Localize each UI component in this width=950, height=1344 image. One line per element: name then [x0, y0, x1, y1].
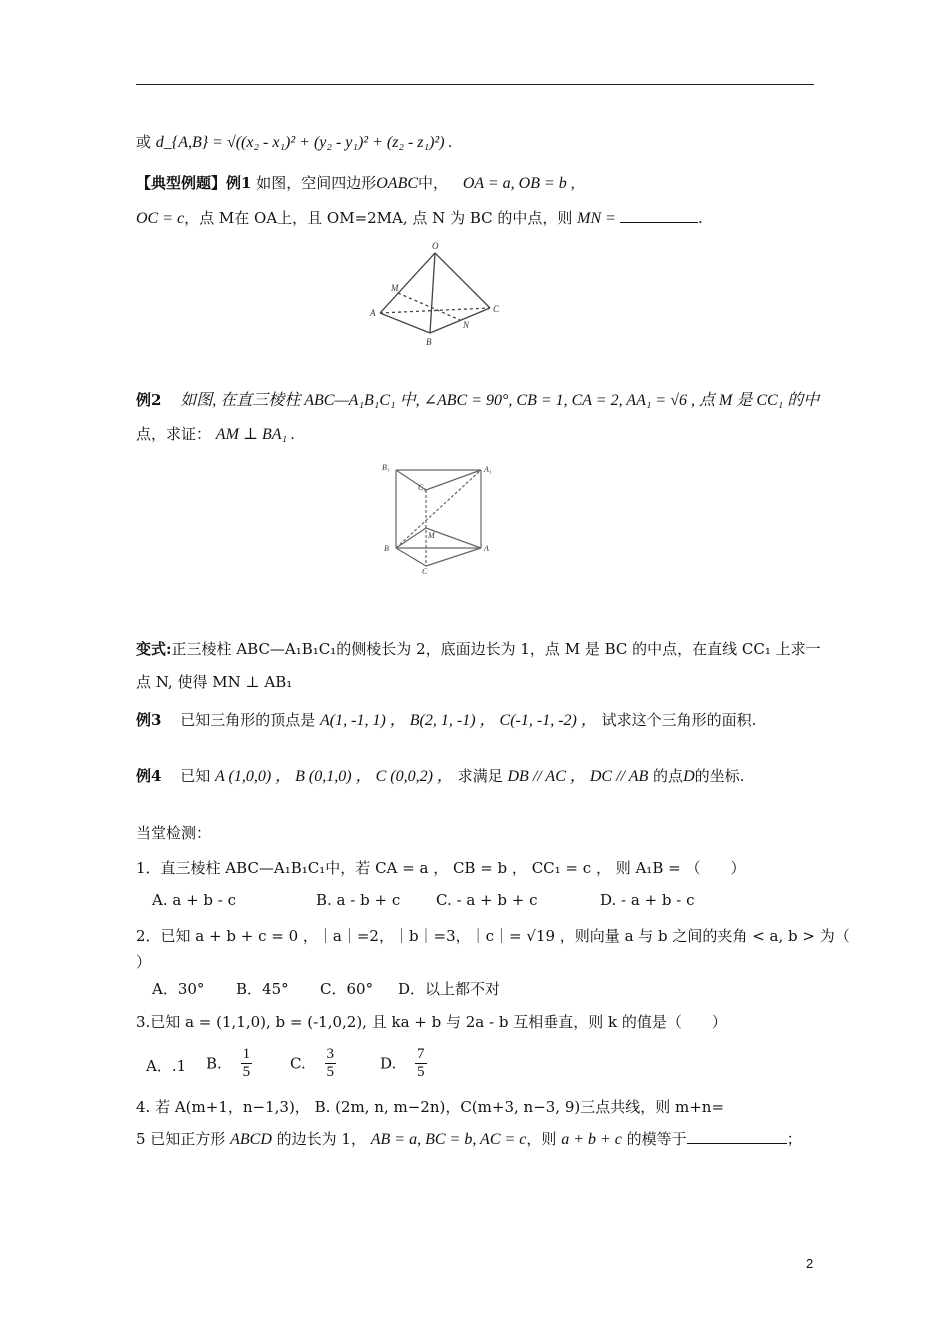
label-C: C [493, 304, 500, 314]
question-3: 3.已知 a = (1,1,0), b = (-1,0,2), 且 ka + b 与 2a - b 互相垂直，则 k 的值是（ ） [136, 1013, 727, 1031]
q2-option-d[interactable]: D．以上都不对 [398, 980, 501, 998]
edge-OB [430, 253, 435, 333]
page-number: 2 [806, 1256, 814, 1271]
fraction-1-5: $\frac{1}{5}$ [242, 1046, 251, 1080]
example1-line1: 【典型例题】例1 如图，空间四边形OABC中， OA = a, OB = b , [136, 174, 575, 192]
edge-AC [380, 308, 490, 313]
distance-formula: d_{A,B} = √((x₂ - x₁)² + (y₂ - y₁)² + (z₂ - z₁)²) . [155, 134, 453, 151]
edge-BC [430, 308, 490, 333]
header-rule [136, 84, 814, 85]
label-B1: B₁ [382, 463, 390, 472]
edge-OA [380, 253, 435, 313]
q1-option-a[interactable]: A. a + b - c [152, 891, 237, 909]
label-A: A [484, 544, 489, 553]
example3-label: 例3 [136, 711, 162, 729]
example1-label: 例1 [226, 174, 252, 192]
edge-AB [380, 313, 430, 333]
example3-line: 例3 已知三角形的顶点是 A(1, -1, 1) ， B(2, 1, -1) ， C(-1, -1, -2) ， 试求这个三角形的面积. [136, 711, 757, 729]
q3-option-d[interactable]: D. $\frac{7}{5}$ [380, 1046, 425, 1080]
question-1: 1．直三棱柱 ABC—A₁B₁C₁中，若 CA = a ， CB = b ， CC₁ = c ， 则 A₁B = （ ） [136, 859, 746, 877]
question-5: 5 已知正方形 ABCD 的边长为 1， AB = a, BC = b, AC = c，则 a + b + c 的模等于 ； [136, 1130, 802, 1148]
label-B: B [384, 544, 389, 553]
q2-option-a[interactable]: A．30° [152, 980, 205, 998]
example2-line2: 点，求证： AM ⊥ BA₁ . [136, 425, 296, 443]
q1-option-b[interactable]: B. a - b + c [316, 891, 401, 909]
segment-MN [398, 293, 460, 320]
example4-label: 例4 [136, 767, 162, 785]
example2-label: 例2 [136, 391, 162, 409]
example1-line2: OC = c，点 M在 OA上，且 OM=2MA, 点 N 为 BC 的中点，则 MN = . [136, 209, 703, 227]
q1-option-d[interactable]: D. - a + b - c [600, 891, 695, 909]
distance-formula-line: 或 d_{A,B} = √((x₂ - x₁)² + (y₂ - y₁)² + (z₂ - z₁)²) . [136, 133, 453, 151]
tetrahedron-figure [350, 238, 510, 350]
label-A: A [370, 308, 376, 318]
label-M: M [391, 283, 399, 293]
variant-label: 变式: [136, 640, 172, 658]
label-M: M [428, 531, 435, 540]
label-A1: A₁ [484, 465, 492, 474]
example4-line: 例4 已知 A (1,0,0) ， B (0,1,0) ， C (0,0,2) ， 求满足 DB // AC ， DC // AB 的点D的坐标. [136, 767, 745, 785]
example2-line1: 例2 如图, 在直三棱柱 ABC—A₁B₁C₁ 中, ∠ABC = 90°, CB = 1, CA = 2, AA₁ = √6 , 点 M 是 CC₁ 的中 [136, 391, 820, 409]
check-title: 当堂检测： [136, 824, 212, 842]
q3-option-a[interactable]: A．.1 [146, 1057, 187, 1075]
question-2-line2: ） [136, 953, 152, 971]
label-C: C [422, 567, 428, 575]
fraction-7-5: $\frac{7}{5}$ [417, 1046, 425, 1080]
label-C1: C₁ [418, 483, 427, 492]
q2-option-b[interactable]: B．45° [236, 980, 289, 998]
section-header: 【典型例题】 [136, 174, 227, 192]
answer-blank-5[interactable] [687, 1129, 787, 1144]
edge-OC [435, 253, 490, 308]
label-N: N [463, 320, 470, 330]
answer-blank[interactable] [620, 208, 698, 223]
variant-line1: 变式:正三棱柱 ABC—A₁B₁C₁的侧棱长为 2，底面边长为 1，点 M 是 BC 的中点，在直线 CC₁ 上求一 [136, 640, 821, 658]
label-O: O [432, 241, 439, 251]
q2-option-c[interactable]: C．60° [320, 980, 374, 998]
q1-option-c[interactable]: C. - a + b + c [436, 891, 538, 909]
q3-option-b[interactable]: B. $\frac{1}{5}$ [206, 1046, 251, 1080]
label-B: B [426, 337, 432, 347]
q3-option-c[interactable]: C. $\frac{3}{5}$ [290, 1046, 334, 1080]
question-4: 4. 若 A(m+1，n−1,3)， B. (2m, n, m−2n)，C(m+3, n−3, 9)三点共线，则 m+n= [136, 1098, 725, 1116]
question-2-line1: 2．已知 a + b + c = 0 ，｜a｜=2，｜b｜=3，｜c｜= √19 ，则向量 a 与 b 之间的夹角 < a, b > 为（ [136, 927, 850, 945]
variant-line2: 点 N, 使得 MN ⊥ AB₁ [136, 673, 293, 691]
fraction-3-5: $\frac{3}{5}$ [326, 1046, 334, 1080]
prism-figure [378, 460, 503, 575]
